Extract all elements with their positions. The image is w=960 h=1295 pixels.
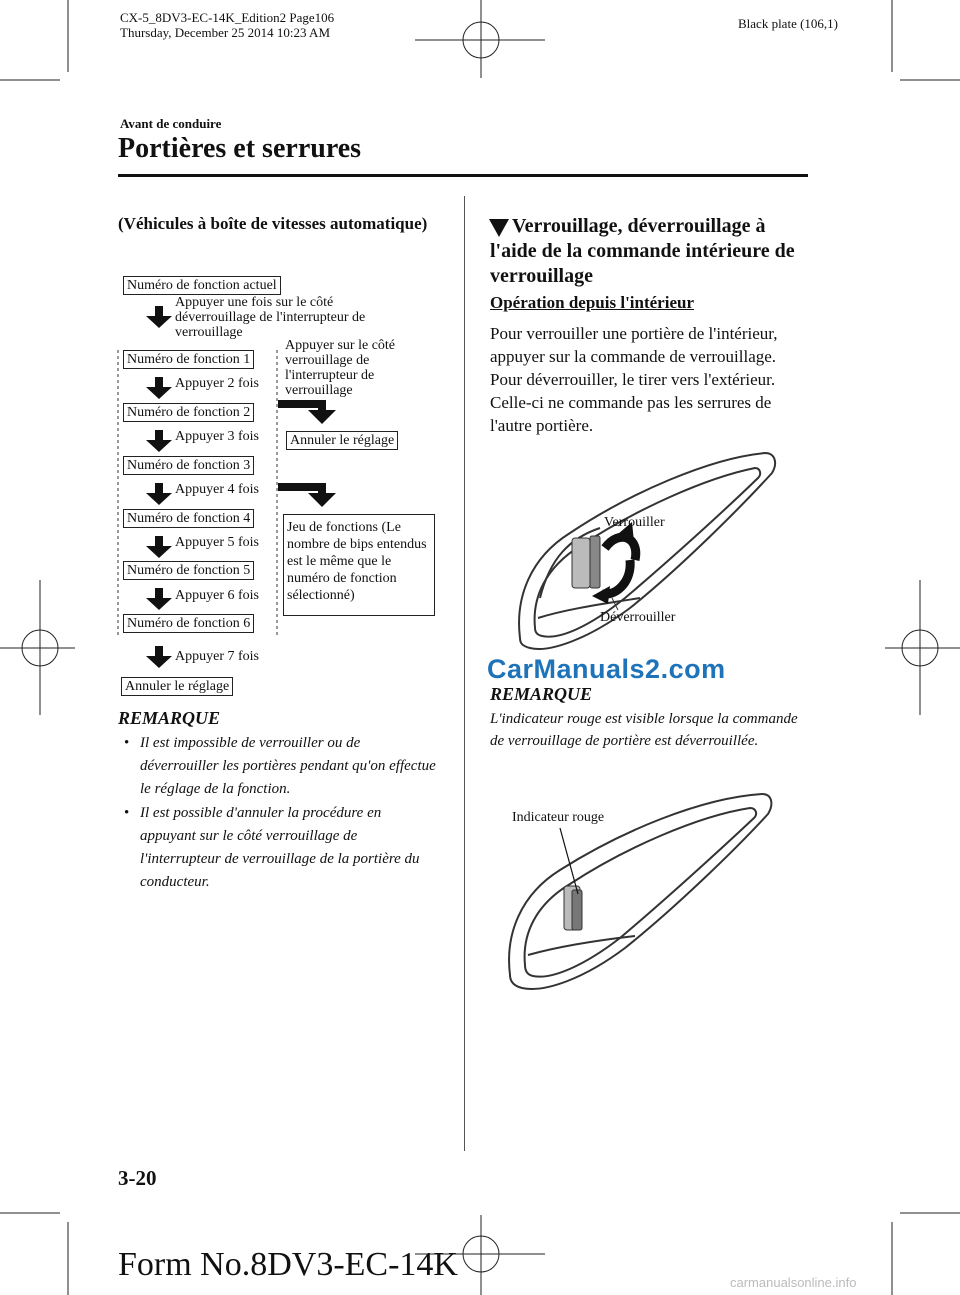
flow-cancel-right: Annuler le réglage (286, 431, 398, 450)
flow-press-3: Appuyer 3 fois (175, 429, 259, 444)
down-arrow-icon (146, 306, 172, 328)
page-title: Portières et serrures (118, 133, 362, 164)
flow-function-1: Numéro de fonction 1 (123, 350, 254, 369)
flow-cancel-bottom: Annuler le réglage (121, 677, 233, 696)
flow-press-7: Appuyer 7 fois (175, 649, 259, 664)
flow-step-first: Appuyer une fois sur le côté déverrouillage de l'interrupteur de verrouillage (175, 295, 366, 340)
plate-label: Black plate (106,1) (738, 16, 838, 31)
right-heading: Verrouillage, déverrouillage à l'aide de la commande intérieure de verrouillage (490, 215, 795, 287)
flow-function-3: Numéro de fonction 3 (123, 456, 254, 475)
flow-function-5: Numéro de fonction 5 (123, 561, 254, 580)
down-arrow-icon (146, 536, 172, 558)
flow-function-2: Numéro de fonction 2 (123, 403, 254, 422)
left-note-item: • Il est possible d'annuler la procédure en appuyant sur le côté verrouillage de l'interrupteur de verrouillage de la portière du conducteur. (118, 802, 440, 894)
form-number: Form No.8DV3-EC-14K (118, 1246, 458, 1283)
flow-feature-set: Jeu de fonctions (Le nombre de bips entendus est le même que le numéro de fonction sélectionné) (283, 514, 435, 616)
right-bend-arrow-icon (278, 396, 348, 426)
page-number: 3-20 (118, 1166, 157, 1190)
flow-function-4: Numéro de fonction 4 (123, 509, 254, 528)
left-subheading: (Véhicules à boîte de vitesses automatique) (118, 214, 428, 233)
print-info-line2: Thursday, December 25 2014 10:23 AM (120, 25, 331, 40)
flow-function-6: Numéro de fonction 6 (123, 614, 254, 633)
down-arrow-icon (146, 646, 172, 668)
fig1-unlock-label: Déverrouiller (600, 610, 676, 625)
flow-press-4: Appuyer 4 fois (175, 482, 259, 497)
footer-watermark: carmanualsonline.info (730, 1275, 857, 1290)
flow-press-lock-side: Appuyer sur le côté verrouillage de l'interrupteur de verrouillage (285, 338, 396, 398)
door-lock-figure (510, 448, 780, 663)
flow-current-function: Numéro de fonction actuel (123, 276, 281, 295)
down-arrow-icon (146, 588, 172, 610)
flow-press-5: Appuyer 5 fois (175, 535, 259, 550)
flow-press-2: Appuyer 2 fois (175, 376, 259, 391)
fig2-indicator-label: Indicateur rouge (512, 810, 605, 825)
flow-press-6: Appuyer 6 fois (175, 588, 259, 603)
down-arrow-icon (146, 483, 172, 505)
print-info-line1: CX-5_8DV3-EC-14K_Edition2 Page106 (120, 10, 335, 25)
down-arrow-icon (146, 377, 172, 399)
right-note: L'indicateur rouge est visible lorsque la commande de verrouillage de portière est déverrouillée. (490, 711, 798, 749)
down-arrow-icon (146, 430, 172, 452)
right-body: Pour verrouiller une portière de l'intérieur, appuyer sur la commande de verrouillage. Pour déverrouiller, le tirer vers l'extérieur. Celle-ci ne commande pas les serrures de l'autre portière. (490, 324, 778, 435)
section-label: Avant de conduire (120, 116, 222, 131)
watermark-logo: CarManuals2.com (487, 654, 726, 684)
right-bend-arrow-icon (278, 479, 348, 509)
fig1-lock-label: Verrouiller (604, 515, 665, 530)
left-note-item: • Il est impossible de verrouiller ou de déverrouiller les portières pendant qu'on effectue le réglage de la fonction. (118, 732, 440, 801)
right-subheading: Opération depuis l'intérieur (490, 293, 694, 312)
left-remarque-title: REMARQUE (118, 708, 221, 728)
left-notes (118, 732, 440, 895)
right-remarque-title: REMARQUE (490, 684, 593, 704)
